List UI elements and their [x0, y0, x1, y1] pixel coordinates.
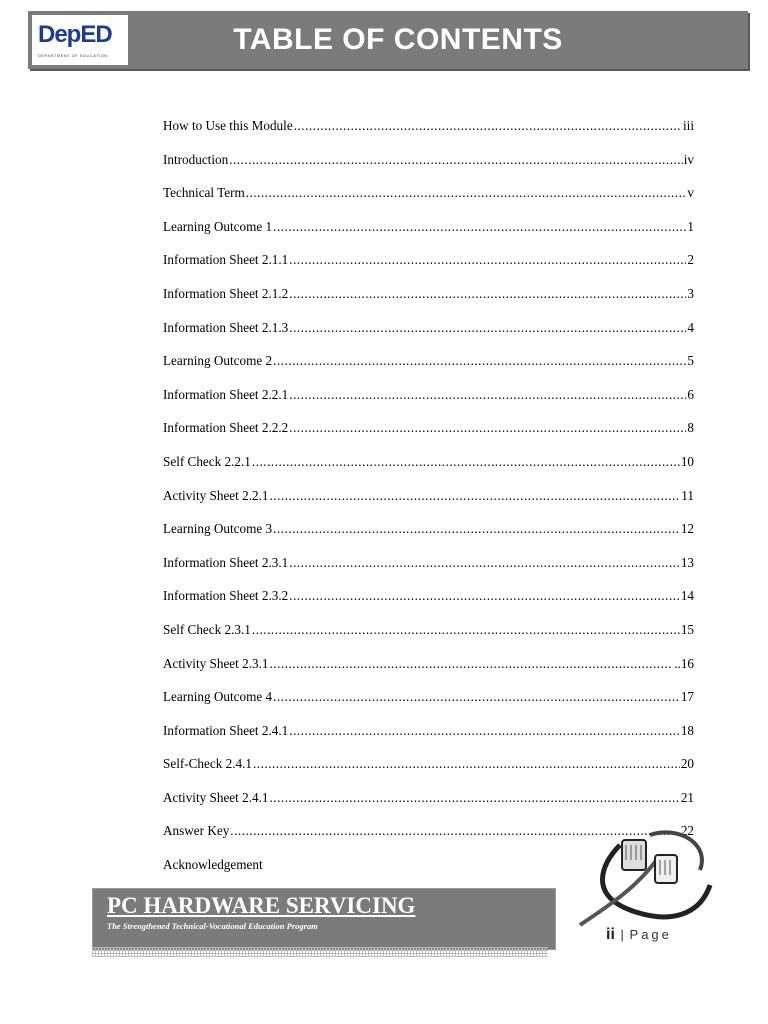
network-cable-image — [560, 815, 722, 933]
toc-dot-leader — [289, 320, 686, 336]
toc-entry-label: Acknowledgement — [163, 857, 263, 873]
logo-text: DepED — [38, 21, 112, 48]
toc-entry-label: Information Sheet 2.1.1 — [163, 252, 289, 268]
toc-entry — [163, 252, 694, 286]
toc-dot-leader — [246, 185, 687, 201]
toc-entry-page: 18 — [680, 722, 694, 738]
page-separator: | — [620, 927, 624, 942]
toc-entry — [163, 420, 694, 454]
footer-title: PC HARDWARE SERVICING — [107, 893, 416, 918]
toc-entry-page: 6 — [687, 386, 694, 402]
page-roman: ii — [606, 926, 615, 943]
toc-entry — [163, 320, 694, 354]
toc-entry-label: Self-Check 2.4.1 — [163, 756, 252, 772]
deped-logo — [32, 15, 128, 65]
toc-entry-label: Self Check 2.2.1 — [163, 453, 251, 469]
toc-entry-page: 13 — [680, 554, 694, 570]
page-title: TABLE OF CONTENTS — [233, 23, 563, 56]
toc-entry-page: 21 — [680, 789, 694, 805]
table-of-contents — [163, 118, 694, 891]
toc-dot-leader — [270, 656, 674, 672]
toc-entry-label: How to Use this Module — [163, 118, 293, 133]
toc-entry-label: Learning Outcome 3 — [163, 521, 273, 537]
toc-entry-label: Information Sheet 2.1.3 — [163, 319, 289, 335]
toc-entry — [163, 656, 694, 690]
toc-entry — [163, 521, 694, 555]
toc-dot-leader — [273, 353, 686, 369]
footer-hatch — [92, 947, 548, 957]
toc-entry — [163, 756, 694, 790]
toc-entry-page: 2 — [687, 252, 694, 268]
toc-dot-leader — [289, 286, 686, 302]
toc-entry-label: Learning Outcome 4 — [163, 689, 273, 705]
toc-entry-label: Activity Sheet 2.2.1 — [163, 487, 269, 503]
toc-entry — [163, 286, 694, 320]
toc-dot-leader — [273, 219, 686, 235]
toc-dot-leader — [294, 118, 682, 134]
toc-entry-label: Technical Term — [163, 185, 245, 201]
toc-entry — [163, 454, 694, 488]
toc-entry-page: iv — [683, 151, 694, 167]
toc-entry-label: Self Check 2.3.1 — [163, 621, 251, 637]
logo-subtext: DEPARTMENT OF EDUCATION — [38, 53, 108, 58]
toc-entry — [163, 185, 694, 219]
toc-dot-leader — [252, 622, 680, 638]
toc-entry — [163, 219, 694, 253]
toc-entry-page: 4 — [687, 319, 694, 335]
toc-dot-leader — [289, 420, 686, 436]
toc-entry-label: Information Sheet 2.2.2 — [163, 420, 289, 436]
footer-subtitle: The Strengthened Technical-Vocational Education Program — [107, 921, 318, 931]
toc-dot-leader — [289, 387, 686, 403]
toc-entry — [163, 588, 694, 622]
page-number — [606, 926, 672, 944]
toc-entry-label: Activity Sheet 2.4.1 — [163, 789, 269, 805]
toc-entry-label: Activity Sheet 2.3.1 — [163, 655, 269, 671]
toc-entry-label: Information Sheet 2.4.1 — [163, 722, 289, 738]
toc-entry — [163, 723, 694, 757]
toc-entry-page: 5 — [687, 353, 694, 369]
toc-entry — [163, 555, 694, 589]
toc-entry — [163, 689, 694, 723]
toc-entry-label: Learning Outcome 1 — [163, 218, 273, 234]
toc-entry-page: 20 — [680, 756, 694, 772]
toc-dot-leader — [252, 454, 680, 470]
toc-dot-leader — [289, 588, 680, 604]
toc-dot-leader — [273, 689, 680, 705]
toc-entry-label: Learning Outcome 2 — [163, 353, 273, 369]
toc-entry-page: ..16 — [674, 655, 694, 671]
toc-entry-label: Answer Key — [163, 823, 230, 839]
toc-entry-page: 15 — [680, 621, 694, 637]
toc-entry-label: Information Sheet 2.3.1 — [163, 554, 289, 570]
toc-entry-label: Information Sheet 2.2.1 — [163, 386, 289, 402]
toc-entry-page: 14 — [680, 588, 694, 604]
toc-entry-page: 12 — [680, 521, 694, 537]
toc-entry-label: Information Sheet 2.3.2 — [163, 588, 289, 604]
toc-entry — [163, 152, 694, 186]
toc-entry — [163, 488, 694, 522]
toc-entry-page: 10 — [680, 453, 694, 469]
toc-dot-leader — [289, 723, 680, 739]
toc-entry-page: 3 — [687, 285, 694, 301]
toc-entry-page: 1 — [687, 218, 694, 234]
toc-dot-leader — [270, 488, 681, 504]
toc-entry — [163, 353, 694, 387]
toc-entry-label: Introduction — [163, 151, 229, 167]
toc-dot-leader — [289, 555, 680, 571]
toc-entry-page: 22 — [680, 823, 694, 839]
toc-entry-page: iii — [683, 118, 694, 133]
toc-dot-leader — [229, 152, 683, 168]
page-word: Page — [629, 927, 672, 942]
toc-entry-page: 8 — [687, 420, 694, 436]
toc-entry — [163, 622, 694, 656]
toc-entry-page: 11 — [681, 487, 694, 503]
toc-entry — [163, 387, 694, 421]
toc-dot-leader — [253, 756, 680, 772]
toc-entry-label: Information Sheet 2.1.2 — [163, 285, 289, 301]
toc-dot-leader — [289, 252, 686, 268]
toc-entry-page: 17 — [680, 689, 694, 705]
toc-dot-leader — [270, 790, 680, 806]
toc-entry-page: v — [687, 185, 694, 201]
toc-entry — [163, 118, 694, 152]
toc-dot-leader — [273, 521, 680, 537]
